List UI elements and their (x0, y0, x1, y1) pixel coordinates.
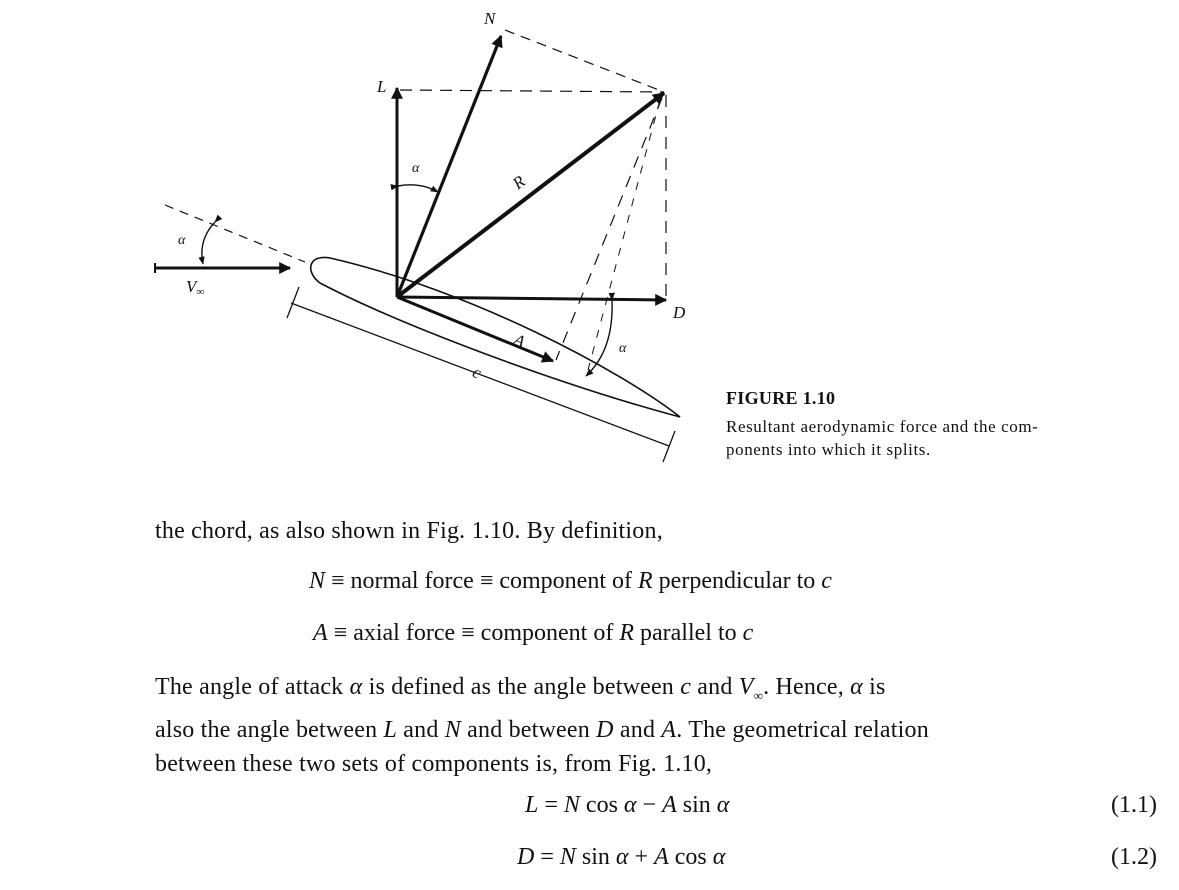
paragraph-chord: the chord, as also shown in Fig. 1.10. By definition, (155, 518, 663, 544)
alpha-arc-left (202, 222, 215, 264)
figure-caption-title: FIGURE 1.10 (726, 388, 836, 408)
p2-l1-e: is (862, 674, 886, 700)
p2-V-sub: ∞ (753, 687, 764, 703)
p2-l2-a: also the angle between (155, 716, 384, 743)
def-N-c: c (821, 568, 832, 594)
chord-tick-right (663, 431, 675, 462)
caption-line-1: Resultant aerodynamic force and the com- (726, 417, 1039, 436)
p2-l1-a: The angle of attack (155, 674, 350, 700)
def-A-text: ≡ axial force ≡ component of (327, 620, 620, 646)
eq1-equals: = (538, 792, 564, 818)
eq2-equals: = (534, 844, 560, 870)
eq2-cos: cos (668, 844, 713, 870)
eq1-sin: sin (676, 792, 717, 818)
label-N: N (484, 9, 496, 28)
chord-tick-left (287, 287, 299, 318)
label-v-base: V (186, 277, 197, 296)
figure-caption (726, 388, 1166, 461)
eq1-L: L (525, 792, 539, 818)
eq2-alpha1: α (615, 844, 629, 870)
def-N-text: ≡ normal force ≡ component of (325, 568, 638, 594)
label-R: R (508, 171, 529, 194)
label-alpha-top: α (412, 161, 420, 176)
p2-N: N (444, 716, 461, 743)
p2-l3: between these two sets of components is, from Fig. 1.10, (155, 750, 713, 777)
label-alpha-left: α (178, 233, 186, 248)
caption-line-2: ponents into which it splits. (726, 440, 931, 459)
p2-l2-d: and (613, 716, 662, 743)
p2-l2-b: and (397, 716, 445, 743)
label-A: A (510, 329, 528, 352)
label-c: c (469, 362, 485, 383)
def-N-rest: perpendicular to (652, 568, 822, 594)
label-D: D (673, 303, 686, 322)
p2-l1-c: and (691, 674, 739, 700)
def-A-c: c (742, 620, 754, 646)
eq2-A: A (654, 844, 669, 870)
label-L: L (377, 77, 387, 96)
def-A-symbol: A (313, 620, 328, 646)
p2-L: L (383, 716, 398, 743)
eq1-cos: cos (579, 792, 624, 818)
p2-alpha2: α (850, 674, 863, 700)
p2-A: A (661, 716, 677, 743)
eq2-plus: + (628, 844, 655, 870)
eq2-alpha2: α (712, 844, 726, 870)
def-N-R: R (638, 568, 653, 594)
label-alpha-bottom: α (619, 341, 627, 356)
dashed-L-to-R (400, 90, 664, 92)
p2-l1-d: . Hence, (763, 674, 851, 700)
def-N-symbol: N (309, 568, 326, 594)
eq2-N: N (559, 844, 576, 870)
figure-caption-text (726, 415, 1166, 461)
p2-l2-e: . The geometrical relation (676, 716, 929, 743)
p2-l1-b: is defined as the angle between (362, 674, 681, 700)
equation-drag (517, 844, 725, 871)
def-A-rest: parallel to (633, 620, 743, 646)
eq1-alpha1: α (623, 792, 637, 818)
eq2-D: D (517, 844, 535, 870)
p2-D: D (596, 716, 614, 743)
eq2-sin: sin (575, 844, 616, 870)
eq1-alpha2: α (716, 792, 730, 818)
freestream-dashed-line (165, 205, 305, 262)
dashed-N-to-R (505, 30, 664, 92)
definition-axial-force (313, 620, 753, 647)
equation-number-1-1: (1.1) (1111, 792, 1157, 818)
equation-number-1-2: (1.2) (1111, 844, 1157, 870)
p2-c: c (680, 674, 692, 700)
p2-alpha: α (349, 674, 363, 700)
paragraph-angle-of-attack (155, 670, 929, 781)
label-v-infinity (186, 277, 204, 298)
definition-normal-force (309, 568, 832, 595)
eq1-N: N (563, 792, 580, 818)
drag-D-arrow (397, 297, 666, 300)
p2-l2-c: and between (460, 716, 597, 743)
alpha-arc-top (398, 185, 438, 192)
eq1-A: A (662, 792, 677, 818)
p2-V: V (738, 674, 754, 700)
eq1-minus: − (636, 792, 663, 818)
def-A-R: R (619, 620, 634, 646)
label-v-sub: ∞ (196, 286, 205, 298)
equation-lift (525, 792, 729, 819)
